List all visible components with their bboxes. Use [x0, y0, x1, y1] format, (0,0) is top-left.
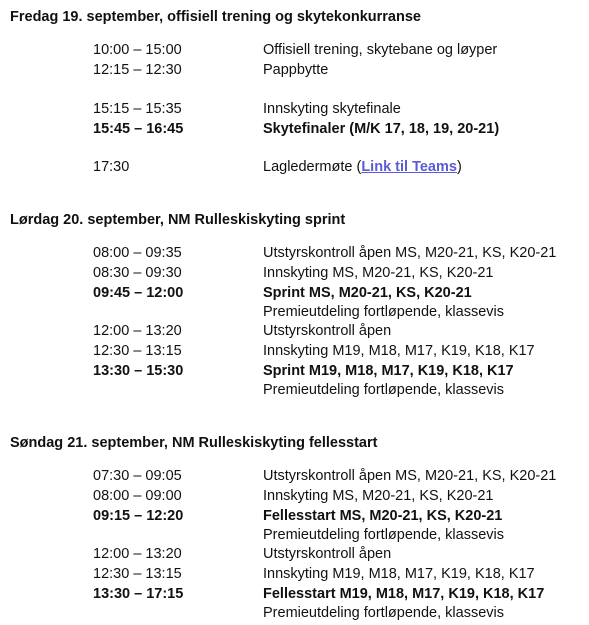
row-time: 09:15 – 12:20 — [93, 508, 184, 524]
schedule-row — [0, 263, 589, 283]
schedule-row — [0, 466, 589, 486]
schedule-row — [0, 302, 589, 322]
row-time: 08:00 – 09:00 — [93, 488, 182, 504]
row-time: 12:15 – 12:30 — [93, 62, 182, 78]
row-description: Premieutdeling fortløpende, klassevis — [263, 304, 504, 320]
row-description: Premieutdeling fortløpende, klassevis — [263, 527, 504, 543]
row-description: Innskyting MS, M20-21, KS, K20-21 — [263, 265, 494, 281]
row-time: 12:30 – 13:15 — [93, 566, 182, 582]
row-description: Sprint M19, M18, M17, K19, K18, K17 — [263, 363, 514, 379]
row-time: 12:00 – 13:20 — [93, 323, 182, 339]
schedule-row — [0, 564, 589, 584]
lagledermote-label: Lagledermøte ( — [263, 159, 362, 175]
schedule-row — [0, 243, 589, 263]
day-heading-sunday: Søndag 21. september, NM Rulleskiskyting fellesstart — [10, 435, 378, 451]
row-description: Skytefinaler (M/K 17, 18, 19, 20-21) — [263, 121, 500, 137]
row-description: Utstyrskontroll åpen — [263, 323, 392, 339]
schedule-row — [0, 341, 589, 361]
schedule-row — [0, 99, 589, 119]
row-time: 12:00 – 13:20 — [93, 546, 182, 562]
row-description: Utstyrskontroll åpen — [263, 546, 392, 562]
row-time: 13:30 – 15:30 — [93, 363, 184, 379]
teams-link[interactable]: Link til Teams — [361, 159, 457, 175]
schedule-row — [0, 525, 589, 545]
row-description: Innskyting skytefinale — [263, 101, 401, 117]
schedule-row-highlight — [0, 119, 589, 139]
row-time: 13:30 – 17:15 — [93, 586, 184, 602]
schedule-row-highlight — [0, 283, 589, 303]
schedule-row — [0, 157, 589, 177]
row-time: 09:45 – 12:00 — [93, 285, 184, 301]
row-time: 15:15 – 15:35 — [93, 101, 182, 117]
row-time: 12:30 – 13:15 — [93, 343, 182, 359]
schedule-row — [0, 60, 589, 80]
row-description: Innskyting MS, M20-21, KS, K20-21 — [263, 488, 494, 504]
row-time: 10:00 – 15:00 — [93, 42, 182, 58]
row-description: Premieutdeling fortløpende, klassevis — [263, 605, 504, 621]
schedule-row — [0, 40, 589, 60]
row-time: 17:30 — [93, 159, 130, 175]
row-description: Sprint MS, M20-21, KS, K20-21 — [263, 285, 472, 301]
closing-paren: ) — [456, 159, 462, 175]
row-description: Offisiell trening, skytebane og løyper — [263, 42, 498, 58]
schedule-row-highlight — [0, 506, 589, 526]
row-time: 15:45 – 16:45 — [93, 121, 184, 137]
schedule-row-highlight — [0, 361, 589, 381]
schedule-row — [0, 603, 589, 623]
schedule-row — [0, 486, 589, 506]
day-heading-saturday: Lørdag 20. september, NM Rulleskiskyting sprint — [10, 212, 346, 228]
row-time: 07:30 – 09:05 — [93, 468, 182, 484]
row-description: Fellesstart MS, M20-21, KS, K20-21 — [263, 508, 503, 524]
schedule-row — [0, 321, 589, 341]
row-description: Innskyting M19, M18, M17, K19, K18, K17 — [263, 566, 535, 582]
row-description: Innskyting M19, M18, M17, K19, K18, K17 — [263, 343, 535, 359]
schedule-row-highlight — [0, 584, 589, 604]
day-heading-friday: Fredag 19. september, offisiell trening og skytekonkurranse — [10, 9, 421, 25]
row-description — [263, 157, 462, 177]
schedule-row — [0, 380, 589, 400]
row-time: 08:30 – 09:30 — [93, 265, 182, 281]
row-description: Premieutdeling fortløpende, klassevis — [263, 382, 504, 398]
row-description: Utstyrskontroll åpen MS, M20-21, KS, K20-21 — [263, 468, 557, 484]
row-description: Utstyrskontroll åpen MS, M20-21, KS, K20-21 — [263, 245, 557, 261]
schedule-row — [0, 544, 589, 564]
row-time: 08:00 – 09:35 — [93, 245, 182, 261]
row-description: Pappbytte — [263, 62, 329, 78]
row-description: Fellesstart M19, M18, M17, K19, K18, K17 — [263, 586, 545, 602]
